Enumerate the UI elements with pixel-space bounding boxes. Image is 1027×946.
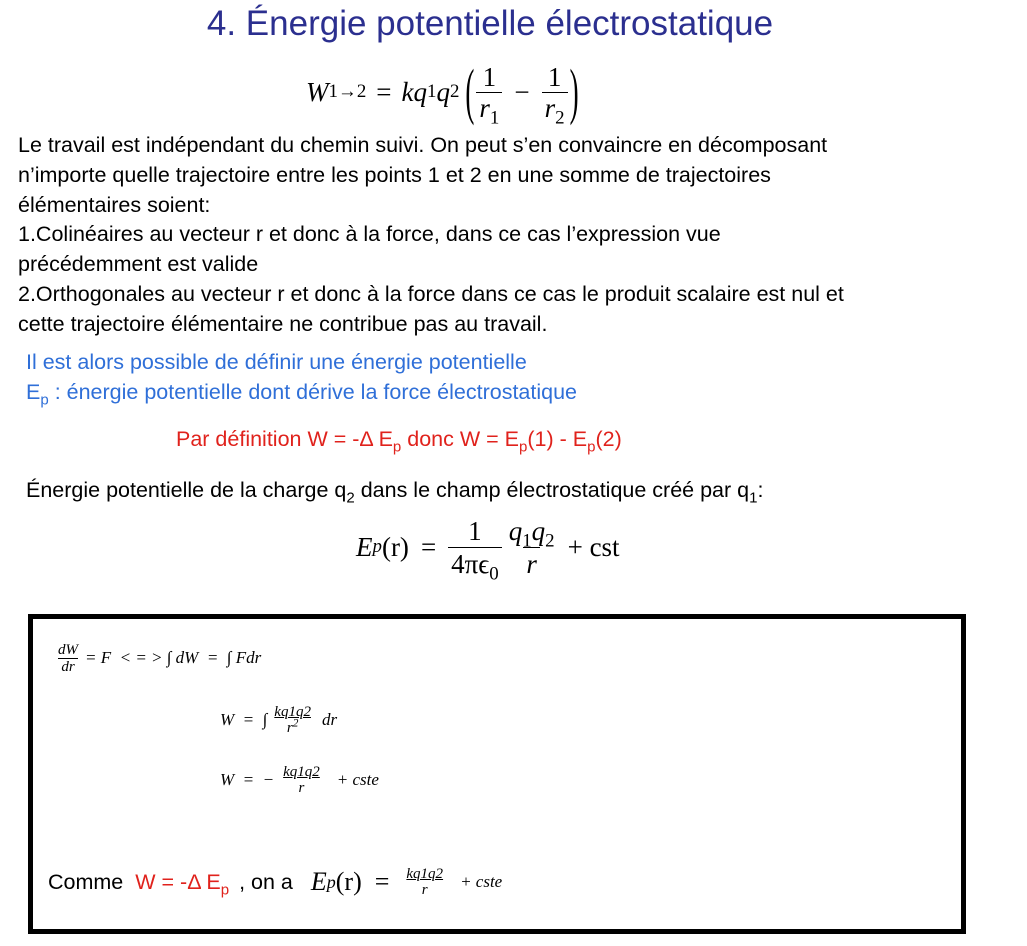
conclusion-line: Comme W = -Δ $E_p$ , on a E p (r) = $\frac{kq1q2}{r}$ + cste xyxy=(48,866,503,898)
eq1-w: W xyxy=(306,76,329,107)
derivation-line-2 xyxy=(220,700,337,740)
charge-energy-caption xyxy=(26,475,763,505)
line2-den: r xyxy=(286,720,293,736)
derivation-line-1 xyxy=(55,641,261,675)
final-arg: (r) = xyxy=(335,867,390,896)
paragraph-line: élémentaires soient: xyxy=(18,192,211,217)
eq1-close-paren: ) xyxy=(569,56,579,126)
red-relation-sub: p xyxy=(220,880,230,898)
potential-energy-intro: Il est alors possible de définir une énergie potentielle xyxy=(26,350,527,374)
final-fraction xyxy=(403,866,446,898)
derivation-line-3 xyxy=(220,762,379,798)
dw-dr-fraction xyxy=(55,642,81,675)
final-den: r xyxy=(421,882,428,898)
def-part-b: donc W = E xyxy=(401,427,520,451)
line3-num: kq1q2 xyxy=(283,764,320,780)
eq2-equals: = xyxy=(420,531,437,562)
eq2-q1-sub: 1 xyxy=(522,530,532,552)
line2-lhs: W = ∫ xyxy=(220,710,268,729)
line2-fraction xyxy=(271,704,314,736)
eq2-q2-sub: 2 xyxy=(545,530,555,552)
eq1-den2-sub: 2 xyxy=(555,107,565,129)
caption-part-b: dans le champ électrostatique créé par q xyxy=(354,478,750,502)
eq1-fraction-1 xyxy=(476,61,502,129)
explanation-paragraph xyxy=(18,131,1008,340)
eq2-num: 1 xyxy=(468,515,482,546)
paragraph-line: n’importe quelle trajectoire entre les points 1 et 2 en une somme de trajectoires xyxy=(18,162,771,187)
line2-num: kq1q2 xyxy=(274,704,311,720)
def-sub-a: p xyxy=(392,438,402,456)
eq1-den2: r xyxy=(544,92,556,123)
ep-sub: p xyxy=(40,391,49,409)
line1-rest: = F < = > ∫ dW = ∫ Fdr xyxy=(85,648,262,667)
eq2-arg: (r) xyxy=(381,531,409,562)
def-sub-c: p xyxy=(587,438,596,456)
line3-lhs: W = − xyxy=(220,770,275,789)
eq1-minus: − xyxy=(514,76,530,107)
eq1-open-paren: ( xyxy=(465,56,475,126)
eq1-q: q xyxy=(436,76,450,107)
eq2-den2: r xyxy=(523,547,540,580)
eq1-fraction-2 xyxy=(542,61,568,129)
paragraph-line: cette trajectoire élémentaire ne contribue pas au travail. xyxy=(18,311,548,336)
line3-fraction xyxy=(280,764,323,796)
red-relation: W = -Δ E xyxy=(135,869,221,894)
line2-dr: dr xyxy=(321,710,338,729)
eq1-equals: = xyxy=(376,76,392,107)
dr: dr xyxy=(58,658,77,675)
caption-sub-b: 1 xyxy=(749,489,758,507)
line2-den-sup: 2 xyxy=(292,717,299,730)
dw: dW xyxy=(58,641,78,658)
line3-cste: + cste xyxy=(336,770,379,789)
eq2-q2: q xyxy=(531,515,546,546)
eq2-fraction-1 xyxy=(448,515,502,585)
eq2-den: 4πϵ xyxy=(451,548,490,579)
work-equation: W 1→2 = kq 1 q 2 ( $\frac{1}{r_1}$ − $\frac{1}{r_2}$ ) xyxy=(306,56,579,129)
caption-sub-a: 2 xyxy=(346,489,355,507)
on-a-text: , on a xyxy=(233,869,293,894)
ep-definition xyxy=(26,377,577,407)
eq1-num1: 1 xyxy=(482,61,497,92)
definition-relation xyxy=(176,424,622,454)
def-part-a: Par définition W = -Δ E xyxy=(176,427,393,451)
comme-text: Comme xyxy=(48,869,124,894)
potential-energy-equation: E p (r) = $\frac{1}{4\pi\epsilon_0}$ $\frac{q_1q_2}{r}$ + cst xyxy=(356,515,620,585)
def-part-c: (1) - E xyxy=(527,427,588,451)
eq1-den1-sub: 1 xyxy=(489,107,500,129)
slide-title: 4. Énergie potentielle électrostatique xyxy=(206,4,774,43)
def-part-d: (2) xyxy=(595,427,622,451)
eq1-den1: r xyxy=(479,92,490,123)
eq2-q1: q xyxy=(508,515,523,546)
final-cste: + cste xyxy=(460,872,503,891)
final-num: kq1q2 xyxy=(406,866,444,882)
eq1-kq: kq xyxy=(401,76,427,107)
eq2-plus-cst: + cst xyxy=(567,531,620,562)
ep-symbol: E xyxy=(26,380,41,404)
eq1-num2: 1 xyxy=(547,61,562,92)
def-sub-b: p xyxy=(519,438,528,456)
paragraph-line: 2.Orthogonales au vecteur r et donc à la force dans ce cas le produit scalaire est nul et xyxy=(18,281,844,306)
eq2-e: E xyxy=(356,531,373,562)
final-e: E xyxy=(310,867,327,896)
ep-definition-text: : énergie potentielle dont dérive la force électrostatique xyxy=(48,380,577,404)
caption-colon: : xyxy=(757,478,764,502)
line3-den: r xyxy=(298,780,305,796)
paragraph-line: précédemment est valide xyxy=(18,252,259,277)
paragraph-line: Le travail est indépendant du chemin suivi. On peut s’en convaincre en décomposant xyxy=(18,133,828,157)
caption-part-a: Énergie potentielle de la charge q xyxy=(26,478,347,502)
paragraph-line: 1.Colinéaires au vecteur r et donc à la force, dans ce cas l’expression vue xyxy=(18,222,721,247)
eq2-den-sub: 0 xyxy=(489,563,499,585)
eq2-fraction-2 xyxy=(506,515,558,580)
